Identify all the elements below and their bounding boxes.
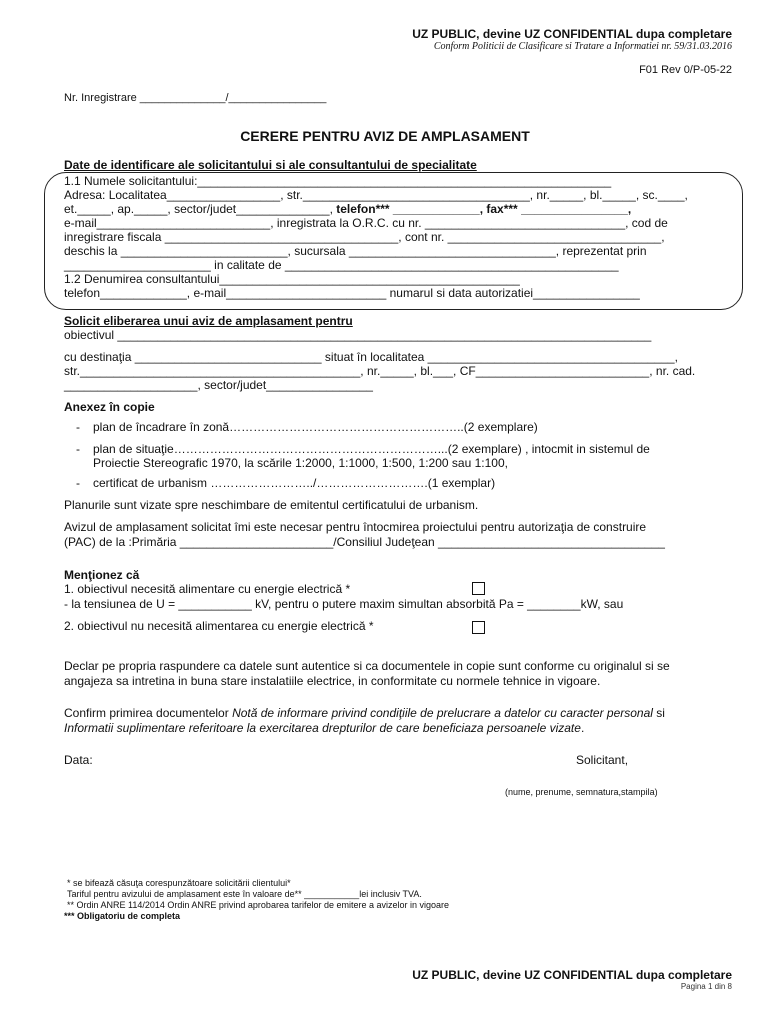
header-classification: UZ PUBLIC, devine UZ CONFIDENTIAL dupa completare <box>412 27 732 41</box>
page-title: CERERE PENTRU AVIZ DE AMPLASAMENT <box>240 128 530 144</box>
consultant-name-line: 1.2 Denumirea consultantului_____________________________________________ <box>64 272 520 286</box>
footnote-mandatory: *** Obligatoriu de completa <box>64 911 181 921</box>
note-purpose: Avizul de amplasament solicitat îmi este necesar pentru întocmirea proiectului pentru autorizaţia de construire <box>64 520 647 534</box>
confirm-end: . <box>580 721 585 735</box>
sector-line: ____________________, sector/judet________________ <box>64 378 373 392</box>
attachment-item: certificat de urbanism ……………………../……………………….(1 exemplar) <box>93 476 496 490</box>
street-line: str.__________________________________________, nr._____, bl.___, CF__________________________, nr. cad. <box>64 364 696 378</box>
header-policy: Conform Politicii de Clasificare si Tratare a Informatiei nr. 59/31.03.2016 <box>433 41 732 52</box>
fiscal-line: inregistrare fiscala ___________________________________, cont nr. ________________________________, <box>64 230 665 244</box>
applicant-address-line: Adresa: Localitatea_________________, str.__________________________________, nr._____, bl._____, sc.____, <box>64 188 688 202</box>
confirm-note-title: Notă de informare privind condiţiile de prelucrare a datelor cu caracter personal <box>232 706 653 720</box>
option-requires-power: 1. obiectivul necesită alimentare cu energie electrică * <box>64 582 351 596</box>
objective-line: obiectivul ________________________________________________________________________________ <box>64 328 652 342</box>
attachment-item: plan de situaţie…………………………………………………………...(2 exemplare) , intocmit in sistemul de <box>93 442 650 456</box>
dash: - <box>76 476 80 490</box>
confirm-suffix: si <box>652 706 665 720</box>
confirm-line <box>64 706 665 720</box>
option-no-power: 2. obiectivul nu necesită alimentarea cu energie electrică * <box>64 619 374 633</box>
footnote: * se bifează căsuţa corespunzătoare solicitării clientului* <box>67 878 291 888</box>
attachment-item-continuation: Proiectie Stereografic 1970, la scările 1:2000, 1:1000, 1:500, 1:200 sau 1:100, <box>93 456 508 470</box>
applicant-name-line: 1.1 Numele solicitantului:______________________________________________________________ <box>64 174 612 188</box>
capacity-line: ______________________ in calitate de __________________________________________________ <box>64 258 619 272</box>
dash: - <box>76 420 80 434</box>
bank-line: deschis la _________________________, sucursala _______________________________, reprezentat prin <box>64 244 647 258</box>
mention-heading: Menţionez că <box>64 568 140 582</box>
form-code: F01 Rev 0/P-05-22 <box>639 64 732 76</box>
telefon-field: telefon*** _____________, <box>336 202 484 216</box>
identification-heading: Date de identificare ale solicitantului si ale consultantului de specialitate <box>64 158 477 172</box>
note-plans: Planurile sunt vizate spre neschimbare de emitentul certificatului de urbanism. <box>64 498 479 512</box>
confirm-line-2 <box>64 721 584 735</box>
applicant-hint: (nume, prenume, semnatura,stampila) <box>505 787 658 797</box>
request-heading: Solicit eliberarea unui aviz de amplasament pentru <box>64 314 353 328</box>
attachment-item: plan de încadrare în zonă…………………………………………………..(2 exemplare) <box>93 420 538 434</box>
confirm-info-title: Informatii suplimentare referitoare la exercitarea drepturilor de care beneficiaza persoanele vizate <box>64 721 581 735</box>
dash: - <box>76 442 80 456</box>
applicant-address-line-2 <box>64 202 631 216</box>
checkbox-requires-power[interactable] <box>472 582 485 595</box>
page-number: Pagina 1 din 8 <box>680 982 732 991</box>
footer-classification: UZ PUBLIC, devine UZ CONFIDENTIAL dupa completare <box>412 968 732 982</box>
footnote: Tariful pentru avizului de amplasament este în valoare de** ___________lei inclusiv TVA. <box>67 889 422 899</box>
confirm-prefix: Confirm primirea documentelor <box>64 706 233 720</box>
fax-field: fax*** ________________, <box>486 202 632 216</box>
option-power-details: - la tensiunea de U = ___________ kV, pentru o putere maxim simultan absorbită Pa = ________kW, sau <box>64 597 624 611</box>
checkbox-no-power[interactable] <box>472 621 485 634</box>
attachments-heading: Anexez în copie <box>64 400 155 414</box>
address-et-line: et._____, ap._____, sector/judet______________, <box>64 202 333 216</box>
registration-number: Nr. Inregistrare ______________/________________ <box>64 92 327 104</box>
note-authority: (PAC) de la :Primăria _______________________/Consiliul Judeţean __________________________________ <box>64 535 665 549</box>
footnote: ** Ordin ANRE 114/2014 Ordin ANRE privind aprobarea tarifelor de emitere a avizelor in vigoare <box>67 900 450 910</box>
declaration-line: Declar pe propria raspundere ca datele sunt autentice si ca documentele in copie sunt conforme cu originalul si se <box>64 659 670 673</box>
destination-line: cu destinaţia ____________________________ situat în localitatea _____________________________________, <box>64 350 678 364</box>
declaration-line: angajeza sa intretina in buna stare instalatiile electrice, in conformitate cu normele tehnice in vigoare. <box>64 674 601 688</box>
date-label: Data: <box>64 753 93 767</box>
consultant-contact-line: telefon_____________, e-mail________________________ numarul si data autorizatiei________________ <box>64 286 640 300</box>
email-line: e-mail__________________________, inregistrata la O.R.C. cu nr. ______________________________, cod de <box>64 216 668 230</box>
applicant-label: Solicitant, <box>576 753 629 767</box>
